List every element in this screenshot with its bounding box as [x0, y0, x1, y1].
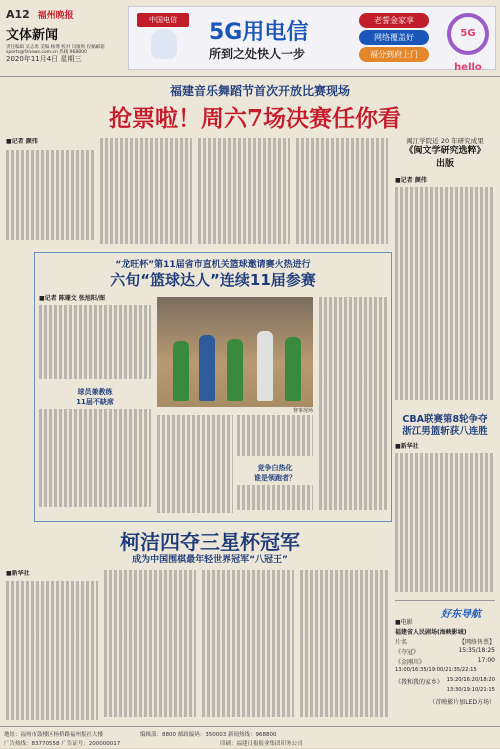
box-subhead-1: 球员兼教练: [77, 388, 113, 396]
telecom-logo: 中国电信: [137, 13, 189, 27]
go-subheadline: 成为中国围棋最年轻世界冠军“八冠王”: [132, 555, 288, 565]
sidebar-title-2: 出版: [435, 159, 454, 169]
page-no-text: A12: [6, 8, 30, 21]
go-byline: ■新华社: [6, 570, 30, 577]
cba-title-2: 浙江男篮斩获八连胜: [402, 426, 488, 437]
box-subhead-4: 谁是领跑者？: [254, 474, 296, 482]
issue-date: 2020年11月4日 星期三: [6, 55, 82, 63]
listing-row: 13:00/16:35/19:00/21:35/22:15: [395, 667, 477, 673]
5g-hello-badge: 5G hello: [447, 13, 489, 55]
sidebar-title-1: 《闽文学研究选粹》: [404, 146, 486, 156]
footer-phone: 编辑部：8800 邮政编码：350003 新闻热线：968800: [140, 732, 277, 738]
cba-byline: ■新华社: [395, 443, 419, 450]
ad-button-3: 福分到府上门: [359, 47, 429, 62]
cba-article: [395, 414, 495, 599]
box-column-2: [157, 415, 233, 515]
box-column-1b: [39, 409, 151, 515]
box-byline: ■记者 陈珊文 张旭阳/图: [39, 295, 106, 302]
listing-row: 片名 【网络售票】: [395, 639, 495, 646]
listing-logo: 好东导航: [441, 609, 481, 620]
ad-buttons: [359, 13, 429, 64]
mascot-icon: [151, 29, 177, 59]
page-footer: [0, 726, 500, 749]
listing-row: ■电影: [395, 619, 413, 626]
sidebar-byline: ■记者 颜伟: [395, 177, 427, 184]
cinema-listing: [395, 600, 495, 723]
box-column-4: [319, 297, 387, 515]
sidebar-head: 闽江学院近 20 年研究成果: [406, 137, 484, 145]
page-number: [6, 8, 74, 21]
go-column-3: [202, 570, 294, 720]
basketball-photo: [157, 297, 313, 407]
lead-kicker: 福建音乐舞蹈节首次开放比赛现场: [169, 84, 350, 98]
footer-ad: 广告热线：83770558 广告证号：200000017: [4, 741, 121, 747]
paper-name: 福州晚报: [37, 11, 74, 21]
go-headline: 柯洁四夺三星杯冠军: [120, 530, 300, 554]
basketball-story-box: [34, 252, 392, 522]
cba-body: [395, 453, 495, 599]
listing-row: 《金刚川》 17:00: [395, 657, 495, 666]
ad-slogan: 所到之处快人一步: [209, 47, 306, 61]
footer-address: 地址：福州市鼓楼区杨桥路福州报社大楼: [4, 732, 104, 738]
listing-row: 13:30/19:10/21:15: [446, 687, 495, 693]
box-column-3b: [237, 485, 313, 515]
go-column-4: [300, 570, 390, 720]
lead-column-4: [296, 138, 388, 248]
go-column-1: [6, 570, 98, 720]
masthead: [0, 0, 500, 77]
box-title: 六旬“篮球达人”连续11届参赛: [110, 271, 316, 289]
sidebar-body: [395, 187, 495, 407]
box-subhead-3: 竞争白热化: [257, 464, 293, 472]
photo-caption: 赛事现场: [292, 408, 313, 414]
listing-row: 《我和我的家乡》 15:20/16:20/18:20: [395, 677, 495, 686]
ad-button-2: 网络覆盖好: [359, 30, 429, 45]
lead-column-3: [198, 138, 290, 248]
ad-headline: 5G用电信: [209, 20, 309, 45]
listing-row: 《夺冠》 15:35/18:25: [395, 647, 495, 656]
ad-button-1: 老誓金家享: [359, 13, 429, 28]
lead-byline: ■记者 颜伟: [6, 138, 38, 145]
lead-headline: 抢票啦！周六7场决赛任你看: [108, 105, 401, 132]
lead-column-1: [6, 138, 94, 248]
box-column-1: [39, 305, 151, 385]
box-column-3: [237, 415, 313, 459]
telecom-ad: [128, 6, 496, 73]
editors-line: 责任编辑 吴志勇 美编 杨博 校对 闫敏鸣 投稿邮箱 sports@fznews.com.cn 热线 968800: [6, 45, 105, 55]
lead-column-2: [100, 138, 192, 248]
cba-title-1: CBA联赛第8轮争夺: [402, 414, 488, 425]
section-title: 文体新闻: [6, 28, 59, 43]
listing-row: （首映影片加LED方场）: [429, 699, 495, 706]
listing-row: 福建省人民剧场(海峡影城): [395, 629, 467, 636]
sidebar-article: [395, 136, 495, 407]
footer-printer: 印刷：福建日报报业集团印务公司: [220, 741, 303, 747]
box-subhead-2: 11届不缺席: [76, 398, 114, 406]
go-column-2: [104, 570, 196, 720]
box-kicker: “龙旺杯”第11届省市直机关篮球邀请赛火热进行: [115, 260, 311, 270]
